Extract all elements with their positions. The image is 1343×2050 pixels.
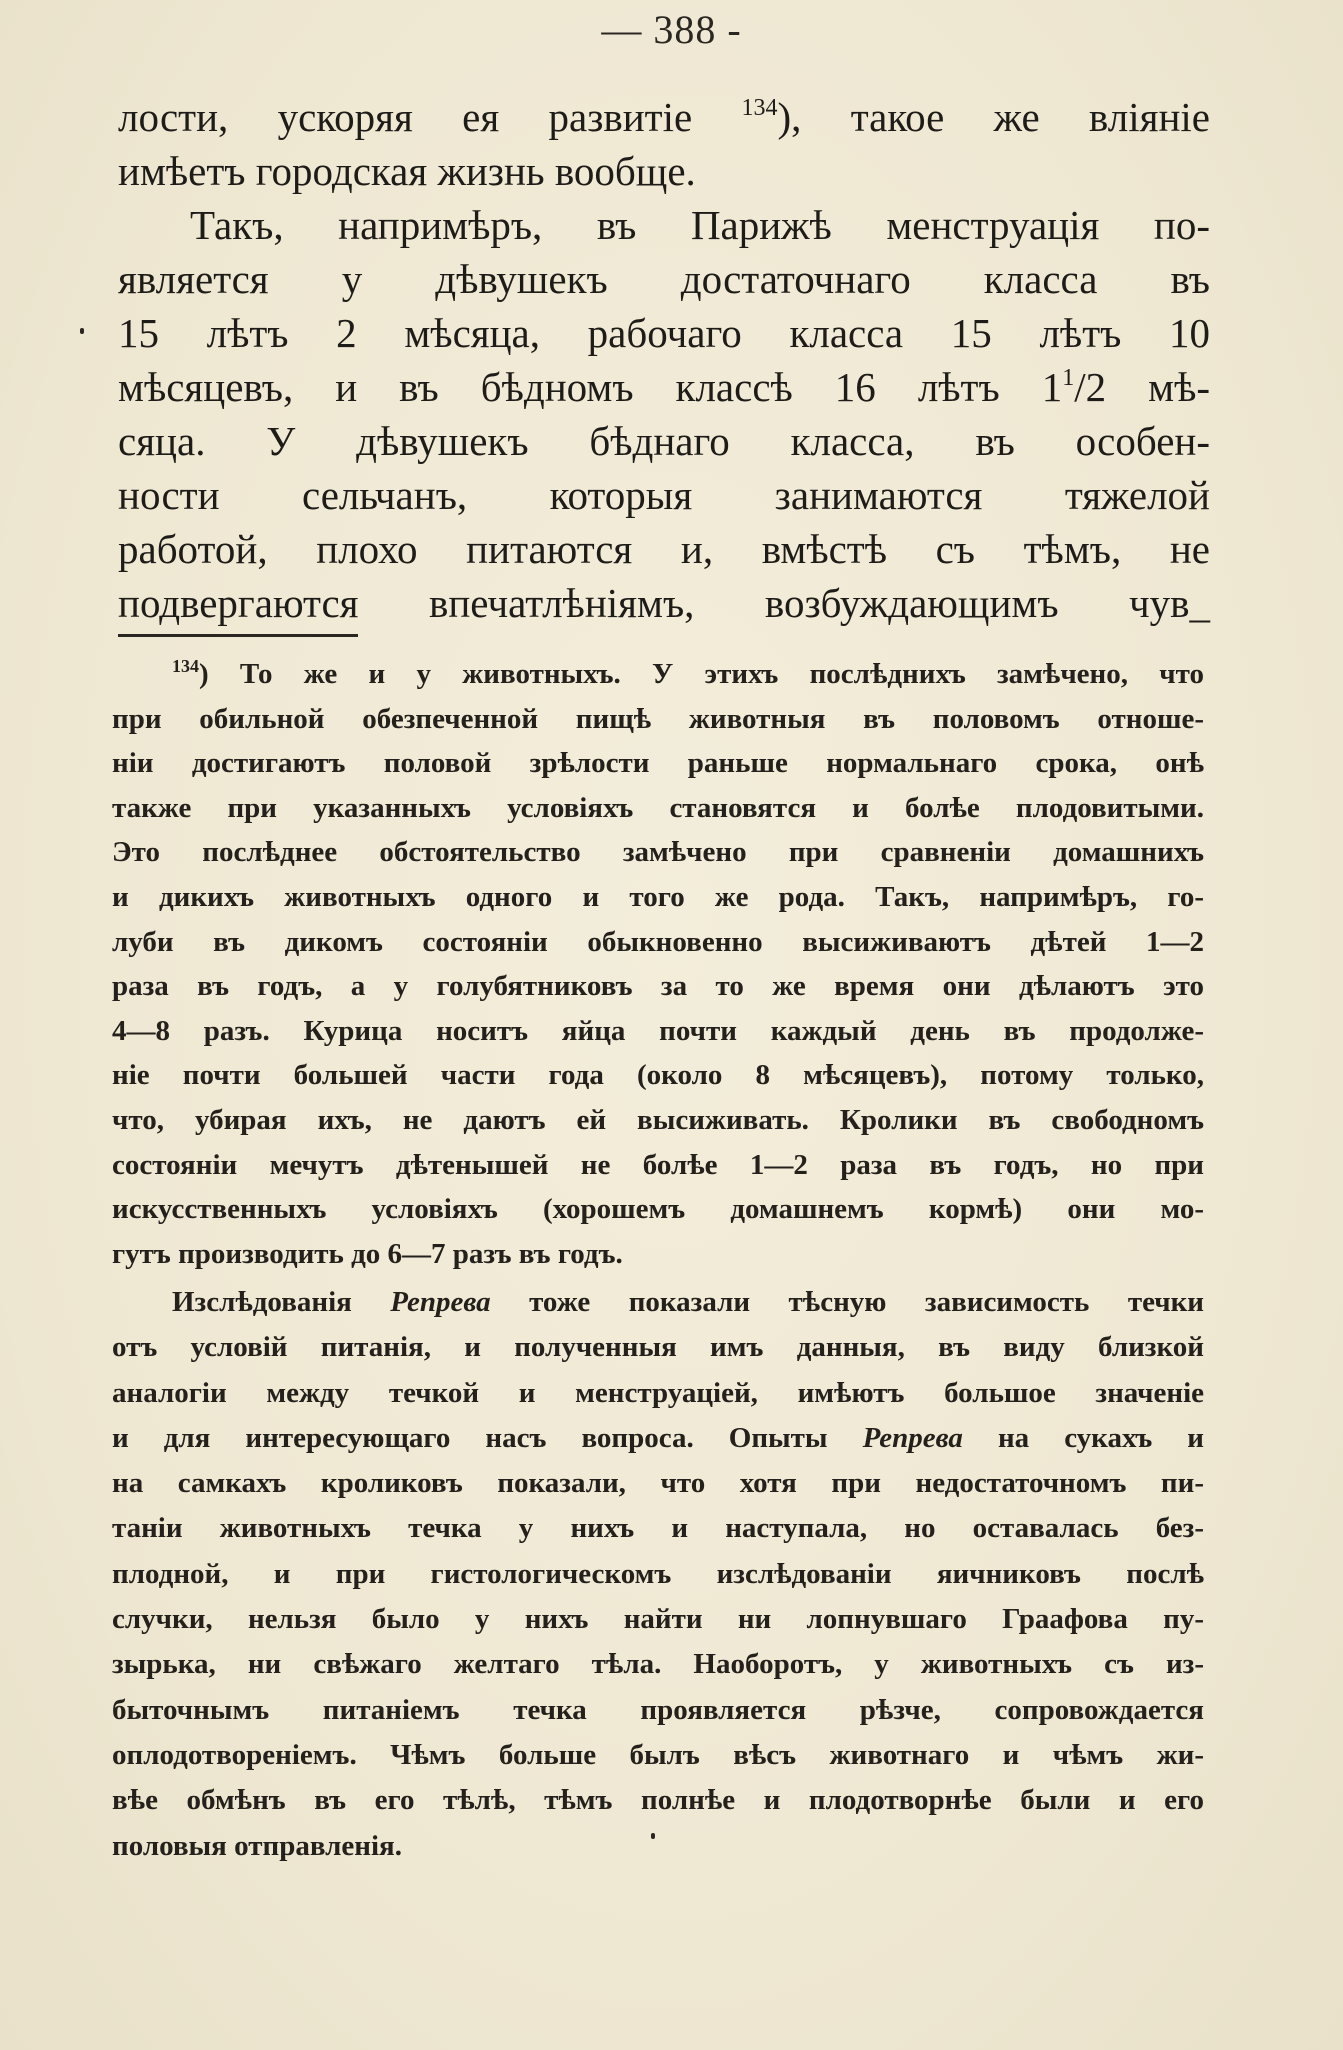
page-number: — 388 - bbox=[601, 7, 742, 52]
ink-speck bbox=[651, 1833, 655, 1839]
footnote-line: искусственныхъ условіяхъ (хорошемъ домашнемъ кормѣ) они мо- bbox=[112, 1193, 1204, 1226]
paragraph-line: на самкахъ кроликовъ показали, что хотя при недостаточномъ пи- bbox=[112, 1467, 1204, 1500]
paragraph-line: оплодотвореніемъ. Чѣмъ больше былъ вѣсъ животнаго и чѣмъ жи- bbox=[112, 1738, 1204, 1771]
main-line: имѣетъ городская жизнь вообще. bbox=[118, 148, 696, 194]
footnote-marker: 134 bbox=[172, 656, 199, 676]
footnote-line: луби въ дикомъ состояніи обыкновенно высиживаютъ дѣтей 1—2 bbox=[112, 925, 1204, 958]
main-text bbox=[118, 90, 1210, 630]
paragraph-repreva bbox=[112, 1280, 1204, 1869]
main-line: подвергаются впечатлѣніямъ, возбуждающимъ чув_ bbox=[118, 580, 1210, 626]
footnote bbox=[112, 652, 1204, 1276]
paragraph-line: случки, нельзя было у нихъ найти ни лопнувшаго Граафова пу- bbox=[112, 1603, 1204, 1636]
main-line: является у дѣвушекъ достаточнаго класса въ bbox=[118, 256, 1210, 302]
footnote-ref: 134 bbox=[741, 95, 778, 121]
main-line: сяца. У дѣвушекъ бѣднаго класса, въ особен- bbox=[118, 418, 1210, 464]
author-name: Репрева bbox=[390, 1286, 491, 1318]
footnote-line: раза въ годъ, а у голубятниковъ за то же время они дѣлаютъ это bbox=[112, 970, 1204, 1003]
footnote-line: состояніи мечутъ дѣтенышей не болѣе 1—2 раза въ годъ, но при bbox=[112, 1148, 1204, 1181]
footnote-line: также при указанныхъ условіяхъ становятся и болѣе плодовитыми. bbox=[112, 791, 1204, 824]
footnote-line: $^{134}$) То же и у животныхъ. У этихъ послѣднихъ замѣчено, что bbox=[172, 656, 1204, 690]
author-name: Репрева bbox=[862, 1421, 963, 1454]
paragraph-line: отъ условій питанія, и полученныя имъ данныя, въ виду близкой bbox=[112, 1331, 1204, 1364]
main-line: 15 лѣтъ 2 мѣсяца, рабочаго класса 15 лѣтъ 10 bbox=[118, 310, 1210, 356]
footnote-line: при обильной обезпеченной пищѣ животныя въ половомъ отноше- bbox=[112, 702, 1204, 735]
paragraph-line: вѣе обмѣнъ въ его тѣлѣ, тѣмъ полнѣе и плодотворнѣе были и его bbox=[112, 1784, 1204, 1817]
footnote-separator bbox=[118, 634, 358, 637]
footnote-line: и дикихъ животныхъ одного и того же рода. Такъ, напримѣръ, го- bbox=[112, 880, 1204, 913]
ink-speck bbox=[80, 328, 84, 334]
paragraph-line: половыя отправленія. bbox=[112, 1829, 402, 1862]
footnote-line: 4—8 разъ. Курица носитъ яйца почти каждый день въ продолже- bbox=[112, 1014, 1204, 1047]
paragraph-line: таніи животныхъ течка у нихъ и наступала, но оставалась без- bbox=[112, 1512, 1204, 1545]
paragraph-line: Изслѣдованія Репрева тоже показали тѣсную зависимость течки bbox=[172, 1286, 1204, 1318]
main-line: Такъ, напримѣръ, въ Парижѣ менструація по- bbox=[190, 202, 1210, 248]
main-line: работой, плохо питаются и, вмѣстѣ съ тѣмъ, не bbox=[118, 526, 1210, 572]
footnote-line: гутъ производить до 6—7 разъ въ годъ. bbox=[112, 1237, 623, 1270]
paragraph-line: плодной, и при гистологическомъ изслѣдованіи яичниковъ послѣ bbox=[112, 1557, 1204, 1590]
paragraph-line: и для интересующаго насъ вопроса. Опыты Репрева на сукахъ и bbox=[112, 1421, 1205, 1454]
paragraph-line: быточнымъ питаніемъ течка проявляется рѣзче, сопровождается bbox=[112, 1693, 1204, 1726]
footnote-line: Это послѣднее обстоятельство замѣчено при сравненіи домашнихъ bbox=[112, 836, 1204, 869]
paragraph-line: аналогіи между течкой и менструаціей, имѣютъ большое значеніе bbox=[112, 1376, 1204, 1409]
main-line: мѣсяцевъ, и въ бѣдномъ классѣ 16 лѣтъ 1$^1$/2 мѣ- bbox=[118, 364, 1210, 410]
main-line: лости, ускоряя ея развитіе $^{134}$), такое же вліяніе bbox=[118, 94, 1210, 140]
main-line: ности сельчанъ, которыя занимаются тяжелой bbox=[118, 472, 1210, 518]
footnote-line: ніи достигаютъ половой зрѣлости раньше нормальнаго срока, онѣ bbox=[112, 747, 1204, 780]
paragraph-line: зырька, ни свѣжаго желтаго тѣла. Наоборотъ, у животныхъ съ из- bbox=[112, 1648, 1204, 1681]
fraction-numerator: 1 bbox=[1062, 365, 1075, 391]
footnote-line: ніе почти большей части года (около 8 мѣсяцевъ), потому только, bbox=[112, 1059, 1204, 1092]
footnote-line: что, убирая ихъ, не даютъ ей высиживать. Кролики въ свободномъ bbox=[112, 1103, 1204, 1136]
